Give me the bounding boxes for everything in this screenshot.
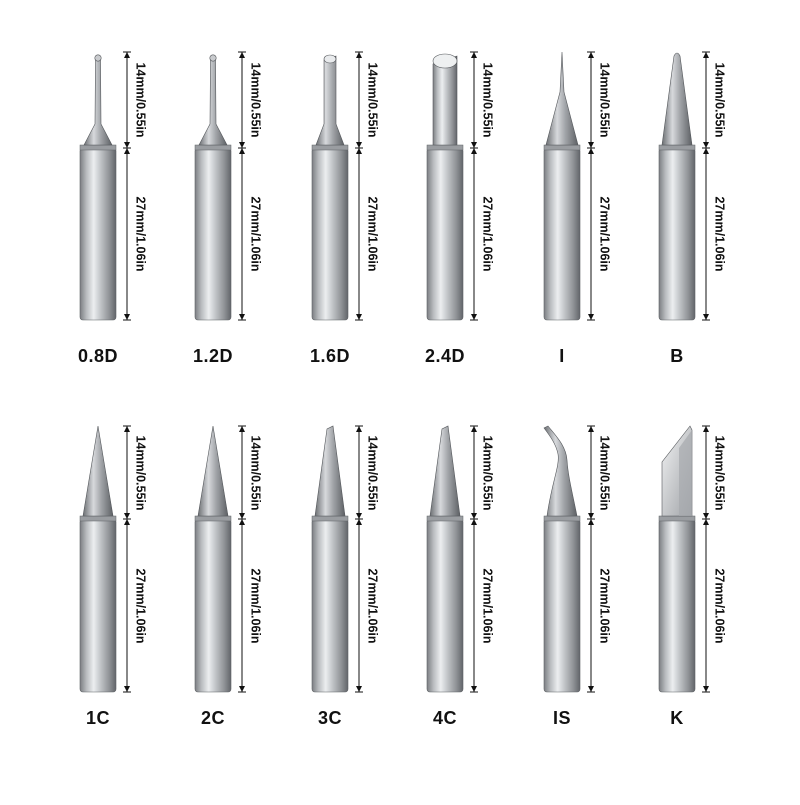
shank-length-label: 27mm/1.06in [597,567,612,644]
tip-name-label: 1C [85,708,110,728]
shank-length-label: 27mm/1.06in [365,196,380,272]
tip-length-label: 14mm/0.55in [597,434,612,511]
shank-length-label: 27mm/1.06in [480,196,495,272]
shank-length-label: 27mm/1.06in [133,567,148,644]
tip-length-label: 14mm/0.55in [597,62,612,138]
tip-name-label: 4C [432,708,457,728]
soldering-tip-2c [195,426,246,692]
soldering-tip-4c [427,426,478,692]
tip-name-label: 2C [200,708,225,728]
tip-length-label: 14mm/0.55in [365,434,380,511]
soldering-tip-b [659,52,710,320]
shank-length-label: 27mm/1.06in [597,196,612,272]
tip-length-label: 14mm/0.55in [365,62,380,138]
tip-name-label: 1.6D [309,346,351,366]
soldering-tip-i [544,52,595,320]
soldering-tip-3c [312,426,363,692]
shank-length-label: 27mm/1.06in [365,567,380,644]
tip-name-label: I [559,346,565,366]
tip-length-label: 14mm/0.55in [133,434,148,511]
tip-name-label: 1.2D [192,346,234,366]
tip-name-label: K [670,708,684,728]
tip-name-label: 0.8D [77,346,119,366]
tip-length-label: 14mm/0.55in [712,434,727,511]
tip-name-label: 2.4D [424,346,466,366]
tip-length-label: 14mm/0.55in [248,62,263,138]
shank-length-label: 27mm/1.06in [480,567,495,644]
tip-length-label: 14mm/0.55in [480,434,495,511]
shank-length-label: 27mm/1.06in [712,196,727,272]
soldering-tip-k [659,426,710,692]
soldering-tip-0-8d [80,52,131,320]
shank-length-label: 27mm/1.06in [133,196,148,272]
shank-length-label: 27mm/1.06in [712,567,727,644]
tip-name-label: B [670,346,684,366]
tip-length-label: 14mm/0.55in [133,62,148,138]
soldering-tip-1-6d [312,52,363,320]
shank-length-label: 27mm/1.06in [248,196,263,272]
shank-length-label: 27mm/1.06in [248,567,263,644]
soldering-tip-1-2d [195,52,246,320]
tip-length-label: 14mm/0.55in [248,434,263,511]
tip-length-label: 14mm/0.55in [712,62,727,138]
tip-name-label: IS [552,708,571,728]
soldering-tip-is [544,426,595,692]
soldering-tip-1c [80,426,131,692]
tip-length-label: 14mm/0.55in [480,62,495,138]
tip-name-label: 3C [317,708,342,728]
soldering-tip-2-4d [427,52,478,320]
